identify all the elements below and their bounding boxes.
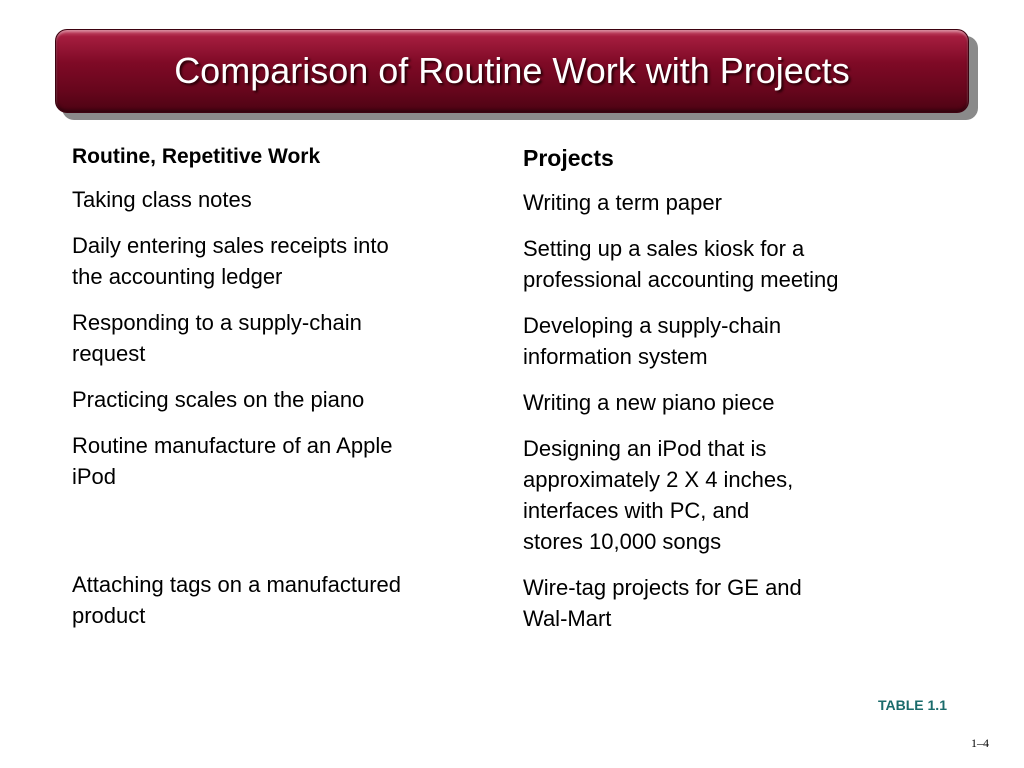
project-item-text: Designing an iPod that is approximately 2 X 4 inches, interfaces with PC, and stores 10,000 songs <box>523 436 794 554</box>
routine-work-item-text: Taking class notes <box>72 187 252 212</box>
routine-work-item <box>72 230 472 292</box>
routine-work-item <box>72 184 472 215</box>
project-item <box>523 187 923 218</box>
project-item-text: Setting up a sales kiosk for a professional accounting meeting <box>523 236 839 292</box>
routine-work-item <box>72 430 472 492</box>
page-number: 1–4 <box>971 736 989 750</box>
project-item <box>523 387 923 418</box>
title-bar <box>55 29 969 113</box>
project-item-text: Writing a term paper <box>523 190 722 215</box>
slide-title: Comparison of Routine Work with Projects <box>174 50 850 91</box>
routine-work-item <box>72 569 472 631</box>
projects-column <box>523 141 923 634</box>
routine-work-item-text: Daily entering sales receipts into the accounting ledger <box>72 233 389 289</box>
routine-work-header: Routine, Repetitive Work <box>72 145 321 168</box>
project-item <box>523 572 923 634</box>
project-item-text: Wire-tag projects for GE and Wal-Mart <box>523 575 802 631</box>
routine-work-item-text: Responding to a supply-chain request <box>72 310 362 366</box>
project-item-text: Writing a new piano piece <box>523 390 775 415</box>
routine-work-item-text: Practicing scales on the piano <box>72 387 365 412</box>
routine-work-item <box>72 384 472 415</box>
projects-header: Projects <box>523 145 614 171</box>
project-item <box>523 310 923 372</box>
table-label: TABLE 1.1 <box>878 697 947 713</box>
project-item-text: Developing a supply-chain information system <box>523 313 782 369</box>
routine-work-column <box>72 141 472 631</box>
routine-work-item <box>72 307 472 369</box>
project-item <box>523 433 923 557</box>
project-item <box>523 233 923 295</box>
routine-work-item-text: Routine manufacture of an Apple iPod <box>72 433 393 489</box>
routine-work-item-text: Attaching tags on a manufactured product <box>72 572 401 628</box>
